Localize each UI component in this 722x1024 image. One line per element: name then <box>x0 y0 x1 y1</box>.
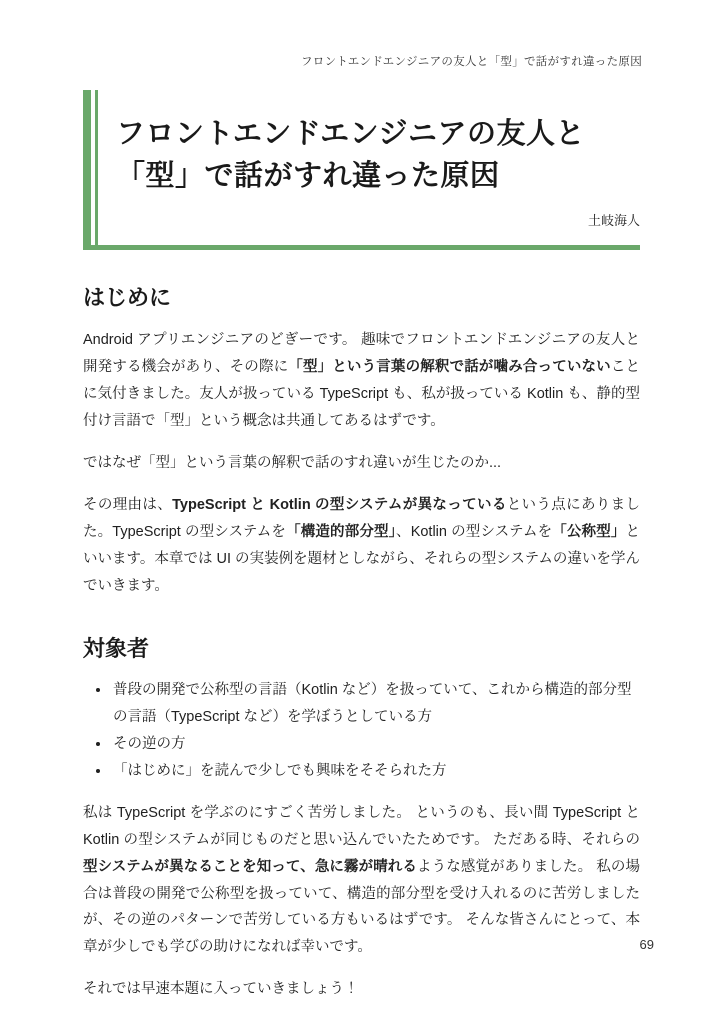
bullet-list <box>83 677 640 785</box>
text-run: 私は TypeScript を学ぶのにすごく苦労しました。 というのも、長い間 TypeScript と Kotlin の型システムが同じものだと思い込んでいたためです。 ただある時、それらの <box>83 804 640 848</box>
bold-text: 「構造的部分型」 <box>286 523 397 540</box>
paragraph <box>83 976 640 1003</box>
page-number: 69 <box>639 937 654 952</box>
text-run: 、Kotlin の型システムを <box>396 523 553 540</box>
paragraph <box>83 327 640 435</box>
paragraph <box>83 492 640 600</box>
text-run: Android アプリエンジニアのどぎーです。 趣味でフロントエンドエンジニアの友人と開発する機会があり、その際に <box>83 332 640 375</box>
title-block <box>83 90 640 250</box>
bold-text: 「型」という言葉の解釈で話が噛み合っていない <box>288 358 611 375</box>
list-item <box>111 677 640 731</box>
text-run: その逆の方 <box>113 735 186 752</box>
bold-text: 型システムが異なることを知って、急に霧が晴れる <box>83 858 417 875</box>
text-run: それでは早速本題に入っていきましょう！ <box>83 981 359 998</box>
page-title <box>116 114 640 198</box>
paragraph <box>83 450 640 477</box>
author-name: 土岐海人 <box>587 212 640 228</box>
text-run: その理由は、 <box>83 496 173 513</box>
page-title-line2: 「型」で話がすれ違った原因 <box>116 159 500 192</box>
section-heading: はじめに <box>83 285 172 310</box>
paragraph <box>83 800 640 962</box>
text-run: ような感覚がありました。 私の場合は普段の開発で公称型を扱っていて、構造的部分型を受け入れるのに苦労しましたが、その逆のパターンで苦労している方もいるはずです。 そんな皆さんにとって、本章が少しでも学びの助けになれば幸いです。 <box>83 858 640 956</box>
list-item <box>111 731 640 758</box>
bold-text: 「公称型」 <box>552 523 626 540</box>
text-run: という点にありました。TypeScript の型システムを <box>83 496 641 540</box>
bold-text: TypeScript と Kotlin の型システムが異なっている <box>172 496 507 513</box>
text-run: 「はじめに」を読んで少しでも興味をそそられた方 <box>113 762 447 779</box>
text-run: 普段の開発で公称型の言語（Kotlin など）を扱っていて、これから構造的部分型の言語（TypeScript など）を学ぼうとしている方 <box>113 681 632 725</box>
text-run: といいます。本章では UI の実装例を題材としながら、それらの型システムの違いを学んでいきます。 <box>83 523 641 594</box>
page-title-line1: フロントエンドエンジニアの友人と <box>116 118 585 150</box>
running-header: フロントエンドエンジニアの友人と「型」で話がすれ違った原因 <box>301 56 642 68</box>
content-blocks <box>83 281 640 1018</box>
section-heading: 対象者 <box>83 635 150 661</box>
text-run: ではなぜ「型」という言葉の解釈で話のすれ違いが生じたのか... <box>83 454 502 471</box>
text-run: ことに気付きました。友人が扱っている TypeScript も、私が扱っている Kotlin も、静的型付け言語で「型」という概念は共通してあるはずです。 <box>83 358 641 429</box>
list-item <box>111 758 640 785</box>
